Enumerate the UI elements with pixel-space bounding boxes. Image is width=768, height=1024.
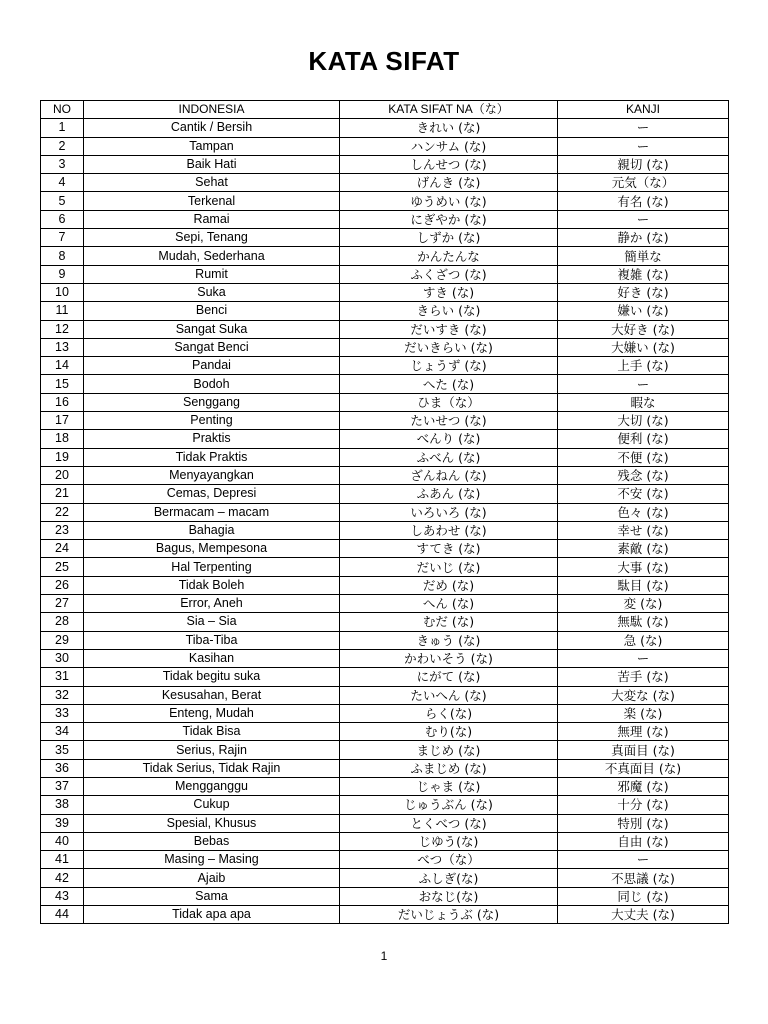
table-row xyxy=(41,485,729,503)
cell-indonesia: Baik Hati xyxy=(84,155,340,173)
cell-kata-sifat-na: たいせつ (な) xyxy=(340,412,558,430)
cell-no: 39 xyxy=(41,814,84,832)
cell-kanji: 複雑 (な) xyxy=(558,265,729,283)
cell-indonesia: Tidak Serius, Tidak Rajin xyxy=(84,759,340,777)
cell-no: 13 xyxy=(41,338,84,356)
table-row xyxy=(41,796,729,814)
cell-kata-sifat-na: かんたんな xyxy=(340,247,558,265)
cell-kata-sifat-na: ふまじめ (な) xyxy=(340,759,558,777)
table-row xyxy=(41,704,729,722)
cell-indonesia: Suka xyxy=(84,283,340,301)
cell-kata-sifat-na: きゅう (な) xyxy=(340,631,558,649)
cell-no: 16 xyxy=(41,393,84,411)
table-row xyxy=(41,338,729,356)
cell-no: 29 xyxy=(41,631,84,649)
cell-kata-sifat-na: ふくざつ (な) xyxy=(340,265,558,283)
table-row xyxy=(41,466,729,484)
cell-kanji: 素敵 (な) xyxy=(558,540,729,558)
table-row xyxy=(41,814,729,832)
cell-no: 2 xyxy=(41,137,84,155)
page-number: 1 xyxy=(380,949,388,963)
cell-indonesia: Tidak Praktis xyxy=(84,448,340,466)
cell-kanji: 不便 (な) xyxy=(558,448,729,466)
cell-kanji: 静か (な) xyxy=(558,229,729,247)
cell-indonesia: Benci xyxy=(84,302,340,320)
cell-no: 35 xyxy=(41,741,84,759)
table-row xyxy=(41,174,729,192)
cell-kata-sifat-na: むだ (な) xyxy=(340,613,558,631)
table-row xyxy=(41,649,729,667)
table-row xyxy=(41,265,729,283)
table-row xyxy=(41,119,729,137)
cell-no: 7 xyxy=(41,229,84,247)
cell-kata-sifat-na: だいすき (な) xyxy=(340,320,558,338)
cell-kata-sifat-na: じょうず (な) xyxy=(340,357,558,375)
table-row xyxy=(41,668,729,686)
cell-kata-sifat-na: へん (な) xyxy=(340,595,558,613)
cell-kanji: 元気（な） xyxy=(558,174,729,192)
table-row xyxy=(41,851,729,869)
cell-indonesia: Tidak Bisa xyxy=(84,723,340,741)
cell-indonesia: Bermacam – macam xyxy=(84,503,340,521)
cell-kata-sifat-na: だいじょうぶ (な) xyxy=(340,906,558,924)
vocabulary-table xyxy=(40,100,729,924)
cell-no: 24 xyxy=(41,540,84,558)
cell-kanji: 楽 (な) xyxy=(558,704,729,722)
table-row xyxy=(41,412,729,430)
cell-no: 4 xyxy=(41,174,84,192)
cell-kata-sifat-na: しんせつ (な) xyxy=(340,155,558,173)
cell-indonesia: Bodoh xyxy=(84,375,340,393)
table-row xyxy=(41,137,729,155)
cell-kanji: 大嫌い (な) xyxy=(558,338,729,356)
table-row xyxy=(41,357,729,375)
cell-kata-sifat-na: まじめ (な) xyxy=(340,741,558,759)
table-row xyxy=(41,906,729,924)
cell-kanji: 好き (な) xyxy=(558,283,729,301)
table-body xyxy=(41,119,729,924)
cell-no: 18 xyxy=(41,430,84,448)
cell-no: 32 xyxy=(41,686,84,704)
table-row xyxy=(41,723,729,741)
cell-no: 26 xyxy=(41,576,84,594)
table-row xyxy=(41,210,729,228)
cell-kanji: 急 (な) xyxy=(558,631,729,649)
cell-kanji: 不安 (な) xyxy=(558,485,729,503)
table-row xyxy=(41,503,729,521)
cell-kata-sifat-na: すき (な) xyxy=(340,283,558,301)
cell-kanji: 大切 (な) xyxy=(558,412,729,430)
cell-no: 41 xyxy=(41,851,84,869)
cell-kanji: 親切 (な) xyxy=(558,155,729,173)
cell-kanji: 駄目 (な) xyxy=(558,576,729,594)
cell-no: 5 xyxy=(41,192,84,210)
cell-no: 12 xyxy=(41,320,84,338)
cell-indonesia: Praktis xyxy=(84,430,340,448)
cell-no: 3 xyxy=(41,155,84,173)
cell-no: 38 xyxy=(41,796,84,814)
cell-indonesia: Sepi, Tenang xyxy=(84,229,340,247)
cell-indonesia: Tampan xyxy=(84,137,340,155)
table-row xyxy=(41,558,729,576)
table-row xyxy=(41,869,729,887)
cell-kata-sifat-na: ふしぎ(な) xyxy=(340,869,558,887)
cell-kanji: 大丈夫 (な) xyxy=(558,906,729,924)
cell-kata-sifat-na: むり(な) xyxy=(340,723,558,741)
table-row xyxy=(41,448,729,466)
cell-indonesia: Spesial, Khusus xyxy=(84,814,340,832)
cell-indonesia: Cukup xyxy=(84,796,340,814)
cell-no: 43 xyxy=(41,887,84,905)
cell-kanji: ー xyxy=(558,375,729,393)
table-row xyxy=(41,229,729,247)
table-header-row xyxy=(41,101,729,119)
table-row xyxy=(41,595,729,613)
cell-no: 31 xyxy=(41,668,84,686)
cell-kata-sifat-na: とくべつ (な) xyxy=(340,814,558,832)
cell-indonesia: Hal Terpenting xyxy=(84,558,340,576)
cell-kata-sifat-na: げんき (な) xyxy=(340,174,558,192)
table-row xyxy=(41,686,729,704)
cell-kanji: 残念 (な) xyxy=(558,466,729,484)
cell-kanji: ー xyxy=(558,649,729,667)
cell-indonesia: Tiba-Tiba xyxy=(84,631,340,649)
cell-indonesia: Kesusahan, Berat xyxy=(84,686,340,704)
cell-no: 25 xyxy=(41,558,84,576)
cell-kanji: ー xyxy=(558,851,729,869)
cell-kata-sifat-na: しあわせ (な) xyxy=(340,521,558,539)
cell-kata-sifat-na: ひま（な） xyxy=(340,393,558,411)
cell-no: 30 xyxy=(41,649,84,667)
cell-kata-sifat-na: べつ（な） xyxy=(340,851,558,869)
cell-kata-sifat-na: ふあん (な) xyxy=(340,485,558,503)
cell-no: 10 xyxy=(41,283,84,301)
cell-indonesia: Menyayangkan xyxy=(84,466,340,484)
cell-kata-sifat-na: しずか (な) xyxy=(340,229,558,247)
cell-indonesia: Error, Aneh xyxy=(84,595,340,613)
page-title: KATA SIFAT xyxy=(308,46,460,76)
cell-kanji: 苦手 (な) xyxy=(558,668,729,686)
cell-kata-sifat-na: にぎやか (な) xyxy=(340,210,558,228)
cell-indonesia: Sama xyxy=(84,887,340,905)
cell-indonesia: Mudah, Sederhana xyxy=(84,247,340,265)
cell-indonesia: Rumit xyxy=(84,265,340,283)
header-kanji: KANJI xyxy=(558,101,729,119)
table-row xyxy=(41,521,729,539)
cell-kata-sifat-na: だめ (な) xyxy=(340,576,558,594)
cell-no: 28 xyxy=(41,613,84,631)
cell-indonesia: Kasihan xyxy=(84,649,340,667)
table-row xyxy=(41,247,729,265)
cell-no: 11 xyxy=(41,302,84,320)
table-row xyxy=(41,832,729,850)
table-row xyxy=(41,576,729,594)
table-row xyxy=(41,320,729,338)
header-indonesia: INDONESIA xyxy=(84,101,340,119)
header-kata-sifat-na: KATA SIFAT NA（な） xyxy=(340,101,558,119)
cell-no: 42 xyxy=(41,869,84,887)
cell-kata-sifat-na: おなじ(な) xyxy=(340,887,558,905)
cell-indonesia: Sia – Sia xyxy=(84,613,340,631)
cell-kata-sifat-na: じゆう(な) xyxy=(340,832,558,850)
cell-kata-sifat-na: にがて (な) xyxy=(340,668,558,686)
cell-indonesia: Terkenal xyxy=(84,192,340,210)
table-row xyxy=(41,155,729,173)
cell-indonesia: Pandai xyxy=(84,357,340,375)
cell-kata-sifat-na: きらい (な) xyxy=(340,302,558,320)
cell-kata-sifat-na: ゆうめい (な) xyxy=(340,192,558,210)
table-row xyxy=(41,741,729,759)
cell-no: 19 xyxy=(41,448,84,466)
cell-kanji: 嫌い (な) xyxy=(558,302,729,320)
cell-kanji: 同じ (な) xyxy=(558,887,729,905)
table-row xyxy=(41,393,729,411)
cell-no: 40 xyxy=(41,832,84,850)
table-row xyxy=(41,759,729,777)
cell-no: 6 xyxy=(41,210,84,228)
cell-indonesia: Enteng, Mudah xyxy=(84,704,340,722)
cell-kanji: 無理 (な) xyxy=(558,723,729,741)
table-row xyxy=(41,540,729,558)
cell-indonesia: Ramai xyxy=(84,210,340,228)
cell-indonesia: Serius, Rajin xyxy=(84,741,340,759)
cell-kanji: 大変な (な) xyxy=(558,686,729,704)
cell-kata-sifat-na: かわいそう (な) xyxy=(340,649,558,667)
cell-no: 36 xyxy=(41,759,84,777)
cell-kanji: 大事 (な) xyxy=(558,558,729,576)
table-row xyxy=(41,777,729,795)
cell-kata-sifat-na: ふべん (な) xyxy=(340,448,558,466)
cell-kata-sifat-na: べんり (な) xyxy=(340,430,558,448)
cell-indonesia: Cemas, Depresi xyxy=(84,485,340,503)
cell-no: 33 xyxy=(41,704,84,722)
cell-kanji: 簡単な xyxy=(558,247,729,265)
cell-kanji: 不思議 (な) xyxy=(558,869,729,887)
cell-kanji: 自由 (な) xyxy=(558,832,729,850)
cell-kanji: ー xyxy=(558,119,729,137)
cell-indonesia: Ajaib xyxy=(84,869,340,887)
cell-indonesia: Sangat Benci xyxy=(84,338,340,356)
cell-indonesia: Tidak apa apa xyxy=(84,906,340,924)
cell-kanji: 有名 (な) xyxy=(558,192,729,210)
cell-kata-sifat-na: だいきらい (な) xyxy=(340,338,558,356)
cell-kanji: 便利 (な) xyxy=(558,430,729,448)
cell-kata-sifat-na: ハンサム (な) xyxy=(340,137,558,155)
table-row xyxy=(41,887,729,905)
cell-indonesia: Penting xyxy=(84,412,340,430)
cell-kanji: 不真面目 (な) xyxy=(558,759,729,777)
cell-kanji: 色々 (な) xyxy=(558,503,729,521)
cell-kata-sifat-na: らく(な) xyxy=(340,704,558,722)
cell-kanji: ー xyxy=(558,210,729,228)
table-row xyxy=(41,283,729,301)
cell-kanji: 幸せ (な) xyxy=(558,521,729,539)
cell-indonesia: Sehat xyxy=(84,174,340,192)
header-no: NO xyxy=(41,101,84,119)
cell-indonesia: Mengganggu xyxy=(84,777,340,795)
cell-no: 27 xyxy=(41,595,84,613)
cell-no: 8 xyxy=(41,247,84,265)
cell-no: 14 xyxy=(41,357,84,375)
cell-kanji: 変 (な) xyxy=(558,595,729,613)
cell-kata-sifat-na: だいじ (な) xyxy=(340,558,558,576)
cell-kanji: 十分 (な) xyxy=(558,796,729,814)
cell-kata-sifat-na: へた (な) xyxy=(340,375,558,393)
cell-indonesia: Tidak Boleh xyxy=(84,576,340,594)
cell-kanji: 暇な xyxy=(558,393,729,411)
cell-kata-sifat-na: ざんねん (な) xyxy=(340,466,558,484)
cell-no: 9 xyxy=(41,265,84,283)
cell-no: 20 xyxy=(41,466,84,484)
cell-kata-sifat-na: じゅうぶん (な) xyxy=(340,796,558,814)
cell-no: 21 xyxy=(41,485,84,503)
cell-kanji: 邪魔 (な) xyxy=(558,777,729,795)
cell-kanji: ー xyxy=(558,137,729,155)
cell-kata-sifat-na: きれい (な) xyxy=(340,119,558,137)
cell-no: 34 xyxy=(41,723,84,741)
cell-indonesia: Bagus, Mempesona xyxy=(84,540,340,558)
cell-kanji: 大好き (な) xyxy=(558,320,729,338)
cell-no: 1 xyxy=(41,119,84,137)
table-row xyxy=(41,192,729,210)
cell-indonesia: Masing – Masing xyxy=(84,851,340,869)
cell-kata-sifat-na: じゃま (な) xyxy=(340,777,558,795)
cell-kata-sifat-na: いろいろ (な) xyxy=(340,503,558,521)
cell-no: 23 xyxy=(41,521,84,539)
cell-kanji: 真面目 (な) xyxy=(558,741,729,759)
cell-indonesia: Senggang xyxy=(84,393,340,411)
cell-indonesia: Cantik / Bersih xyxy=(84,119,340,137)
cell-no: 22 xyxy=(41,503,84,521)
cell-kata-sifat-na: すてき (な) xyxy=(340,540,558,558)
table-row xyxy=(41,375,729,393)
cell-no: 15 xyxy=(41,375,84,393)
cell-indonesia: Tidak begitu suka xyxy=(84,668,340,686)
table-row xyxy=(41,613,729,631)
cell-no: 17 xyxy=(41,412,84,430)
cell-kanji: 特別 (な) xyxy=(558,814,729,832)
cell-no: 44 xyxy=(41,906,84,924)
cell-kata-sifat-na: たいへん (な) xyxy=(340,686,558,704)
table-row xyxy=(41,430,729,448)
cell-indonesia: Bebas xyxy=(84,832,340,850)
table-row xyxy=(41,631,729,649)
cell-kanji: 無駄 (な) xyxy=(558,613,729,631)
cell-no: 37 xyxy=(41,777,84,795)
cell-kanji: 上手 (な) xyxy=(558,357,729,375)
cell-indonesia: Sangat Suka xyxy=(84,320,340,338)
cell-indonesia: Bahagia xyxy=(84,521,340,539)
table-row xyxy=(41,302,729,320)
